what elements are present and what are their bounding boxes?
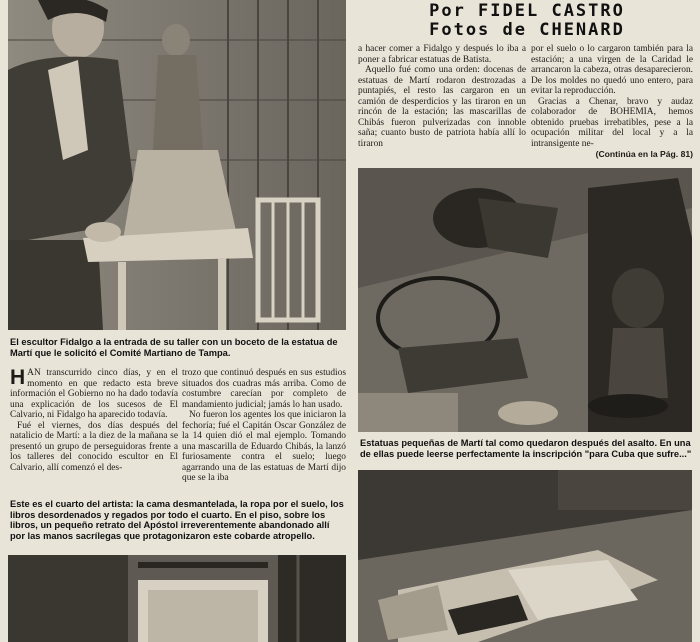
article-paragraph: HAN transcurrido cinco días, y en el momento en que redacto esta breve información el Gobierno no ha dado todavía una explicación de los sucesos de El Calvario, ni Fidalgo ha aparecido todavía.	[10, 366, 178, 421]
caption-small-statues: Estatuas pequeñas de Martí tal como quedaron después del asalto. En una de ellas puede leerse perfectamente la inscripción "para Cuba que sufre..."	[360, 438, 692, 459]
drop-cap: H	[10, 366, 26, 389]
article-column-1	[10, 368, 178, 473]
continued-note: (Continúa en la Pág. 81)	[595, 149, 693, 160]
photo-artist-room-right	[358, 470, 692, 642]
photo-artist-room-left	[8, 555, 346, 642]
article-column-2	[182, 368, 346, 484]
article-column-3	[358, 44, 526, 149]
article-paragraph: a hacer comer a Fidalgo y después lo iba a poner a fabricar estatuas de Batista.	[358, 44, 526, 65]
byline-photographer: Fotos de CHENARD	[429, 20, 625, 40]
byline-author: Por FIDEL CASTRO	[429, 1, 625, 21]
byline	[362, 2, 692, 40]
caption-artist-room: Este es el cuarto del artista: la cama desmantelada, la ropa por el suelo, los libros desordenados y regados por todo el cuarto. En el piso, sobre los libros, un pequeño retrato del Apóstol irreverentemente abandonado allí por las manos sacrílegas que protagonizaron este cobarde atropello.	[10, 499, 344, 541]
article-column-4	[531, 44, 693, 160]
article-paragraph: trozo que continuó después en sus estudios situados dos cuadras más arriba. Como de costumbre carecían por completo de mandamiento judicial; jamás lo han usado.	[182, 368, 346, 410]
article-paragraph: por el suelo o lo cargaron también para la estación; a una virgen de la Caridad le arrancaron la cabeza, otras desaparecieron. De los moldes no quedó uno entero, para evitar la reproducción.	[531, 44, 693, 97]
caption-sculptor: El escultor Fidalgo a la entrada de su taller con un boceto de la estatua de Martí que le solicitó el Comité Martiano de Tampa.	[10, 337, 338, 358]
article-paragraph: Fué el viernes, dos días después del natalicio de Martí: a la diez de la mañana se presentó un grupo de perseguidoras frente a los talleres del conocido escultor en El Calvario, allí comenzó el des-	[10, 420, 178, 473]
photo-sculptor	[8, 0, 346, 330]
photo-small-statues	[358, 168, 692, 432]
article-paragraph: Aquello fué como una orden: docenas de estatuas de Martí rodaron destrozadas a puntapiés, el resto las cargaron en un camión de desperdicios y las tiraron en un rincón de la estación; las mascarillas de Chibás fueron pulverizadas con innoble saña; cuanto busto de patriota había allí lo tiraron	[358, 65, 526, 149]
article-paragraph: No fueron los agentes los que iniciaron la fechoría; fué el Capitán Oscar González de la 14 quien dió el mal ejemplo. Tomando una mascarilla de Eduardo Chibás, la lanzó furiosamente contra el suelo; luego agarrando una de las estatuas de Martí dijo que se la iba	[182, 410, 346, 484]
article-paragraph: Gracias a Chenar, bravo y audaz colaborador de BOHEMIA, hemos obtenido pruebas irrebatibles, pese a la ocupación militar del local y a la intransigente ne-	[531, 96, 693, 149]
